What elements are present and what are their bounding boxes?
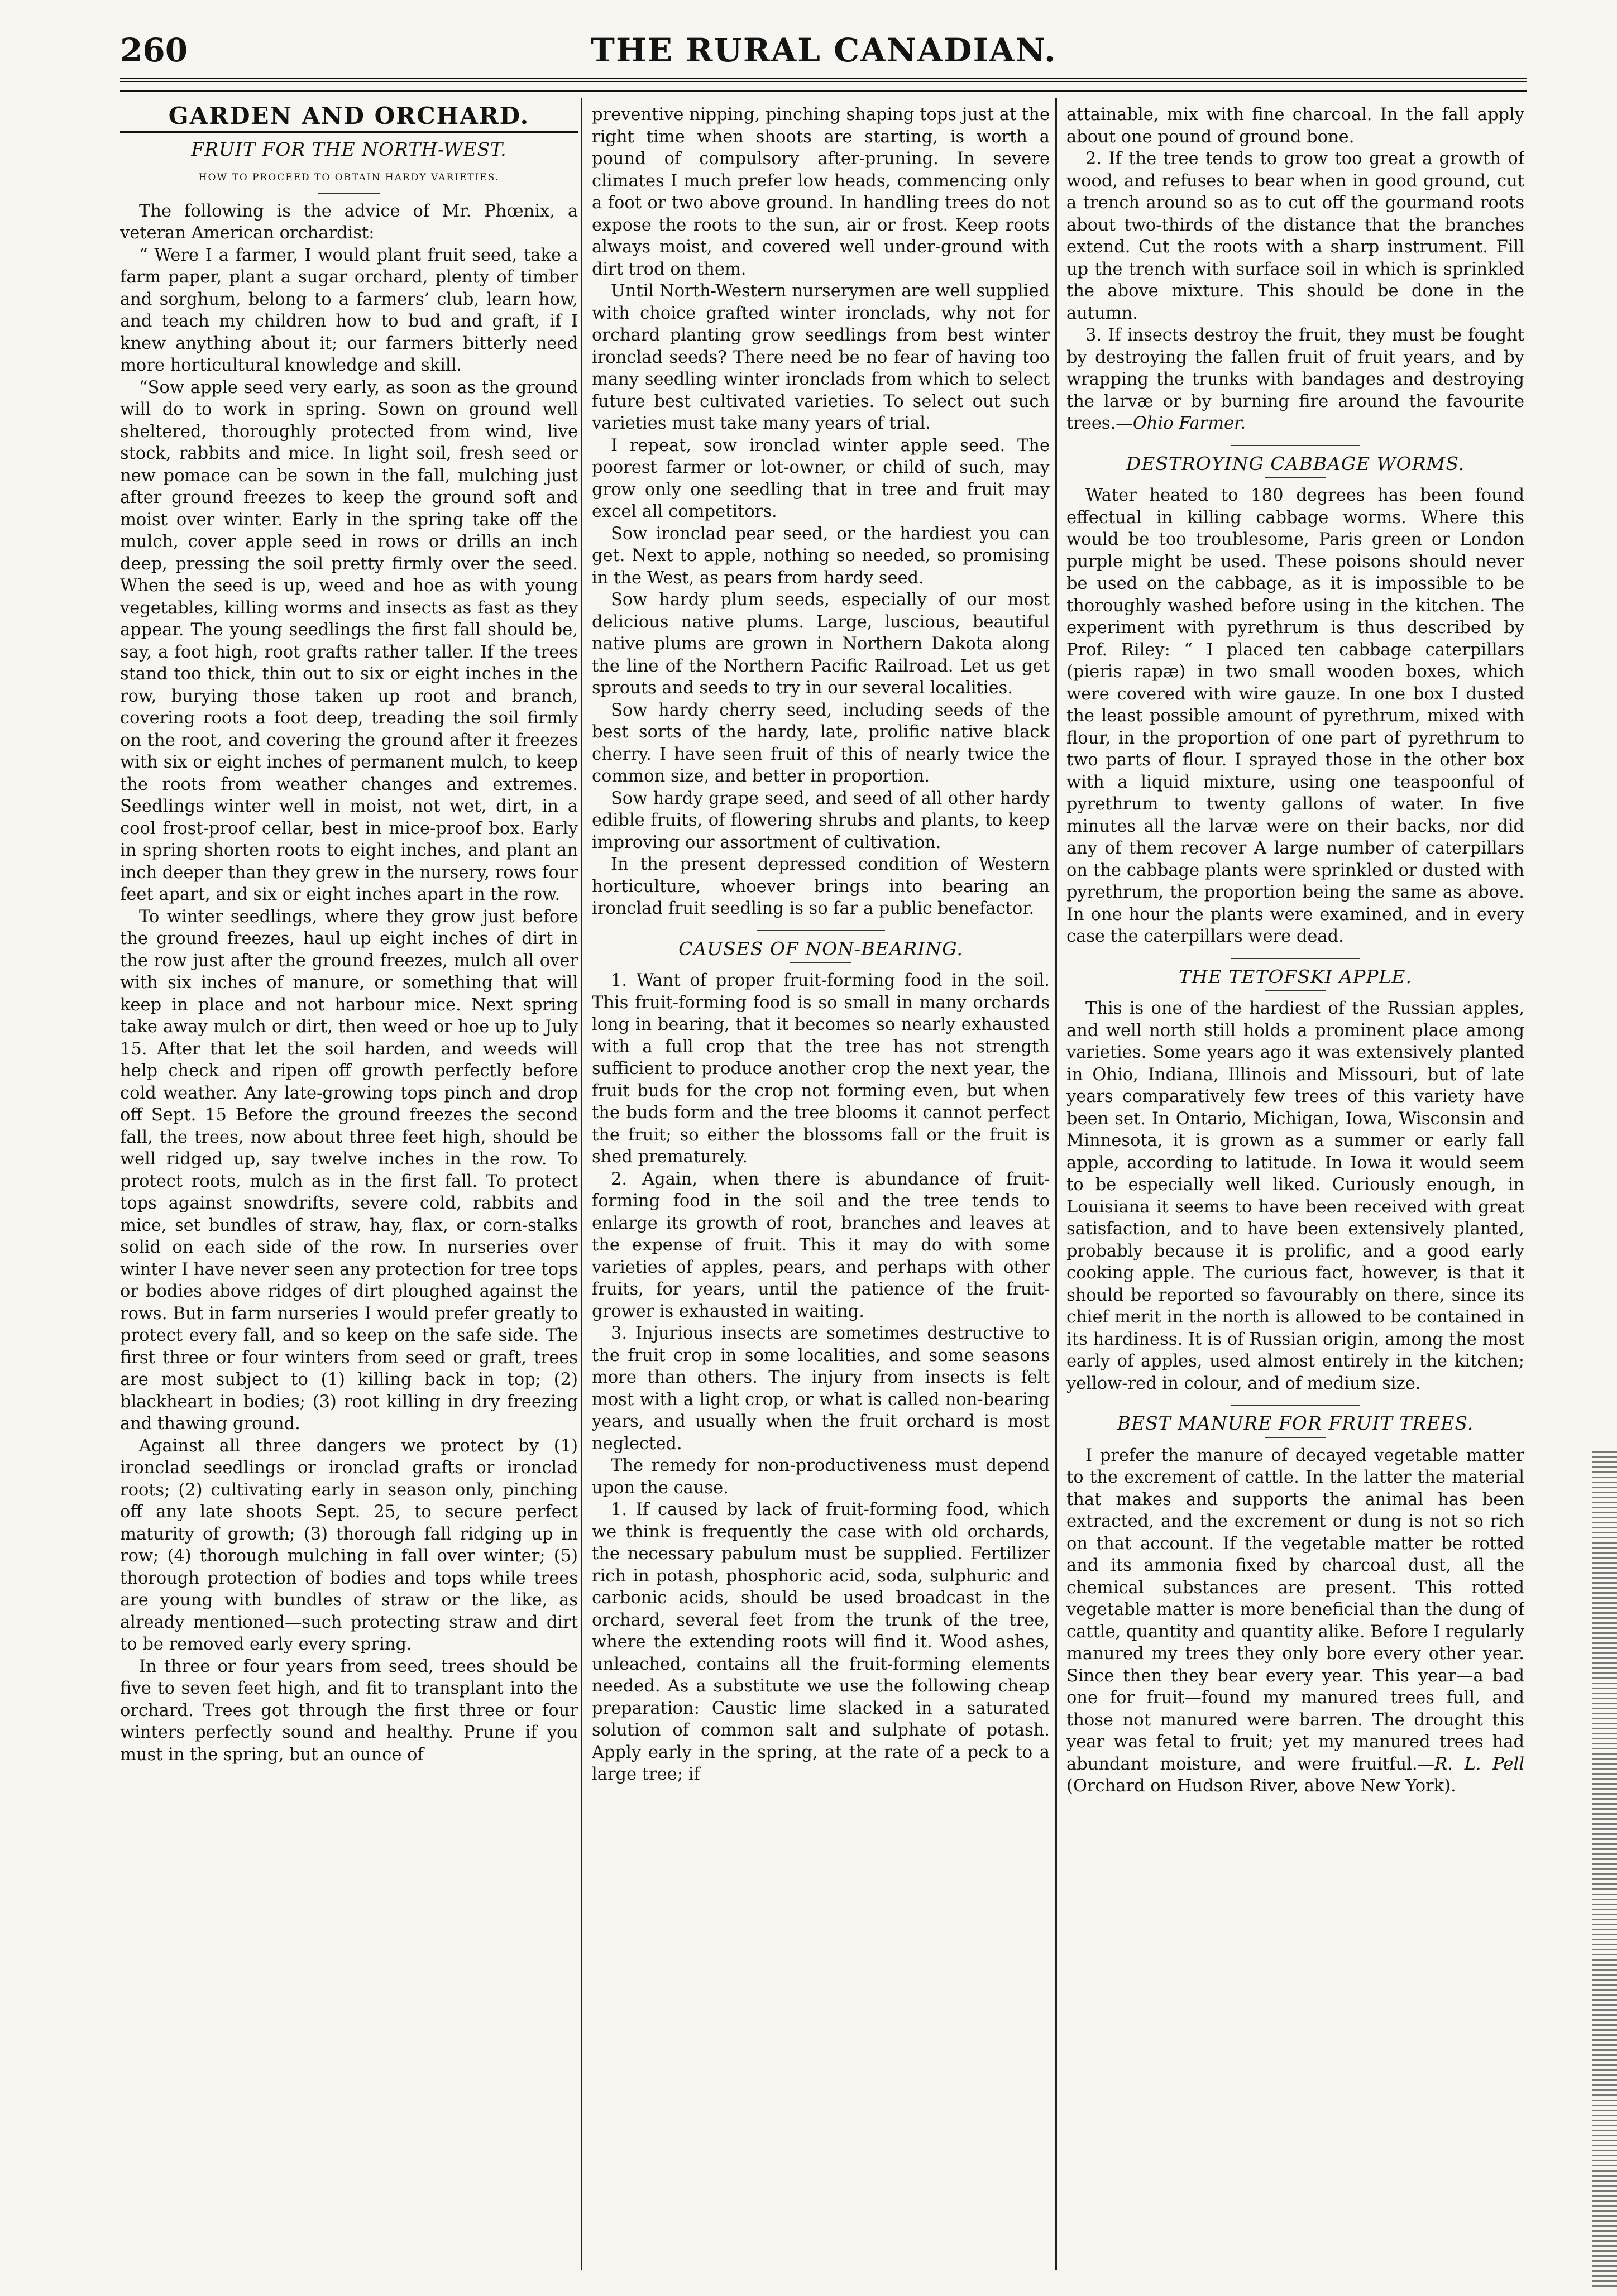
column-3 [1066, 104, 1524, 2270]
paragraph: To winter seedlings, where they grow just before the ground freezes, haul up eight inches of dirt in the row just after the ground freezes, mulch all over with six inches of manure, or something that will keep in place and not harbour mice. Next spring take away mulch or dirt, then weed or hoe up to July 15. After that let the soil harden, and weeds will help check and ripen off growth perfectly before cold weather. Any late-growing tops pinch and drop off Sept. 15 Before the ground freezes the second fall, the trees, now about three feet high, should be well ridged up, say twelve inches in the row. To protect roots, mulch as in the first fall. To protect tops against snowdrifts, severe cold, rabbits and mice, set bundles of straw, hay, flax, or corn-stalks solid on each side of the row. In nurseries over winter I have never seen any protection for tree tops or bodies above ridges of dirt ploughed against the rows. But in farm nurseries I would prefer greatly to protect every fall, and so keep on the safe side. The first three or four winters from seed or graft, trees are most subject to (1) killing back in top; (2) blackheart in bodies; (3) root killing in dry freezing and thawing ground. [120, 907, 578, 1434]
signature-note: (Orchard on Hudson River, above New York). [1066, 1776, 1456, 1796]
divider [318, 193, 380, 194]
paragraph: In the present depressed condition of Western horticulture, whoever brings into bearing an ironclad fruit seedling is so far a public benefactor. [592, 855, 1050, 918]
paragraph: “ Were I a farmer, I would plant fruit seed, take a farm paper, plant a sugar orchard, plenty of timber and sorghum, belong to a farmers’ club, learn how, and teach my children how to bud and graft, if I knew anything about it; our farmers bitterly need more horticultural knowledge and skill. [120, 245, 578, 375]
divider [790, 962, 851, 963]
column-1 [120, 104, 578, 2270]
signature: —R. L. Pell [1417, 1754, 1524, 1774]
paragraph [1066, 1445, 1524, 1798]
divider [1231, 445, 1360, 446]
paragraph: 3. Injurious insects are sometimes destructive to the fruit crop in some localities, and some seasons more than others. The injury from insects is felt most with a light crop, or what is called non-bearing years, and usually when the fruit orchard is most neglected. [592, 1324, 1050, 1454]
section-title: GARDEN AND ORCHARD. [168, 104, 530, 130]
paragraph: The following is the advice of Mr. Phœnix, a veteran American orchardist: [120, 201, 578, 243]
article-title: FRUIT FOR THE NORTH-WEST. [191, 138, 507, 160]
article-title: THE TETOFSKI APPLE. [1179, 965, 1412, 988]
paragraph: Until North-Western nurserymen are well supplied with choice grafted winter ironclads, why not for orchard planting grow seedlings from best winter ironclad seeds? There need be no fear of having too many seedling winter ironclads from which to select future best cultivated varieties. To select out such varieties must take many years of trial. [592, 281, 1050, 433]
article-title: DESTROYING CABBAGE WORMS. [1126, 452, 1465, 474]
paragraph: 1. If caused by lack of fruit-forming food, which we think is frequently the case with old orchards, the necessary pabulum must be supplied. Fertilizer rich in potash, phosphoric acid, soda, sulphuric and carbonic acids, should be used broadcast in the orchard, several feet from the trunk of the tree, where the extending roots will find it. Wood ashes, unleached, contains all the fruit-forming elements needed. As a substitute we use the following cheap preparation: Caustic lime slacked in a saturated solution of common salt and sulphate of potash. Apply early in the spring, at the rate of a peck to a large tree; if [592, 1500, 1050, 1784]
section-rule [120, 131, 578, 133]
header-rule [120, 78, 1527, 82]
paragraph-text: I prefer the manure of decayed vegetable matter to the excrement of cattle. In the latter the material that makes and supports the animal has been extracted, and the excrement or dung is not so rich on that account. If the vegetable matter be rotted and its ammonia fixed by charcoal dust, all the chemical substances are present. This rotted vegetable matter is more beneficial than the dung of cattle, quantity and quantity alike. Before I regularly manured my trees they only bore every other year. Since then they bear every year. This year—a bad one for fruit—found my manured trees full, and those not manured were barren. The drought this year was fetal to fruit; yet my manured trees had abundant moisture, and were fruitful. [1066, 1445, 1524, 1774]
divider [1231, 958, 1360, 959]
paragraph: The remedy for non-productiveness must depend upon the cause. [592, 1456, 1050, 1498]
article-title: BEST MANURE FOR FRUIT TREES. [1117, 1412, 1474, 1434]
paragraph-text: 3. If insects destroy the fruit, they must be fought by destroying the fallen fruit of fruit years, and by wrapping the trunks with bandages and destroying the larvæ or by burning fire around the favourite trees. [1066, 325, 1524, 433]
divider [757, 930, 885, 931]
column-divider [581, 98, 582, 2270]
column-2 [592, 104, 1050, 2270]
page-number: 260 [120, 31, 188, 69]
page-header [120, 27, 1527, 77]
column-divider [1055, 98, 1057, 2270]
paragraph: “Sow apple seed very early, as soon as the ground will do to work in spring. Sown on ground well sheltered, thoroughly protected from wind, live stock, rabbits and mice. In light soil, fresh seed or new pomace can be sown in the fall, mulching just after ground freezes to keep the ground soft and moist over winter. Early in the spring take off the mulch, cover apple seed in rows or drills an inch deep, pressing the soil pretty firmly over the seed. When the seed is up, weed and hoe as with young vegetables, killing worms and insects as fast as they appear. The young seedlings the first fall should be, say, a foot high, root grafts rather taller. If the trees stand too thick, thin out to six or eight inches in the row, burying those taken up root and branch, covering roots a foot deep, treading the soil firmly on the root, and covering the ground after it freezes with six or eight inches of permanent mulch, to keep the roots from weather changes and extremes. Seedlings winter well in moist, not wet, dirt, in a cool frost-proof cellar, best in mice-proof box. Early in spring shorten roots to eight inches, and plant an inch deeper than they grew in the nursery, rows four feet apart, and six or eight inches apart in the row. [120, 377, 578, 904]
divider [1265, 477, 1326, 478]
paragraph: Sow ironclad pear seed, or the hardiest you can get. Next to apple, nothing so needed, so promising in the West, as pears from hardy seed. [592, 524, 1050, 588]
paragraph: preventive nipping, pinching shaping tops just at the right time when shoots are starting, is worth a pound of compulsory after-pruning. In severe climates I much prefer low heads, commencing only a foot or two above ground. In handling trees do not expose the roots to the sun, air or frost. Keep roots always moist, and covered well under-ground with dirt trod on them. [592, 105, 1050, 279]
paragraph: 2. If the tree tends to grow too great a growth of wood, and refuses to bear when in good ground, cut a trench around so as to cut off the gourmand roots about two-thirds of the distance that the branches extend. Cut the roots with a sharp instrument. Fill up the trench with surface soil in which is sprinkled the above mixture. This should be done in the autumn. [1066, 149, 1524, 323]
paragraph: Sow hardy cherry seed, including seeds of the best sorts of the hardy, late, prolific native black cherry. I have seen fruit of this of nearly twice the common size, and better in proportion. [592, 700, 1050, 786]
divider [1265, 1437, 1326, 1438]
divider [1265, 990, 1326, 991]
paragraph: 2. Again, when there is abundance of fruit-forming food in the soil and the tree tends to enlarge its growth of root, branches and leaves at the expense of fruit. This it may do with some varieties of apples, pears, and perhaps with other fruits, for years, until the patience of the fruit-grower is exhausted in waiting. [592, 1169, 1050, 1321]
paragraph: Water heated to 180 degrees has been found effectual in killing cabbage worms. Where this would be too troublesome, Paris green or London purple might be used. These poisons should never be used on the cabbage, as it is impossible to be thoroughly washed before using in the kitchen. The experiment with pyrethrum is thus described by Prof. Riley: “ I placed ten cabbage caterpillars (pieris rapæ) in two small wooden boxes, which were covered with wire gauze. In one box I dusted the least possible amount of pyrethrum, mixed with flour, in the proportion of one part of pyrethrum to two parts of flour. I sprayed those in the other box with a liquid mixture, using one teaspoonful of pyrethrum to twenty gallons of water. In five minutes all the larvæ were on their backs, nor did any of them recover A large number of caterpillars on the cabbage plants were sprinkled or dusted with pyrethrum, the proportion being the same as above. In one hour the plants were examined, and in every case the caterpillars were dead. [1066, 486, 1524, 946]
paragraph: In three or four years from seed, trees should be five to seven feet high, and fit to transplant into the orchard. Trees got through the first three or four winters perfectly sound and healthy. Prune if you must in the spring, but an ounce of [120, 1656, 578, 1765]
paragraph: 1. Want of proper fruit-forming food in the soil. This fruit-forming food is so small in many orchards long in bearing, that it becomes so nearly exhausted with a full crop that the tree has not strength sufficient to produce another crop the next year, the fruit buds for the crop not forming even, but when the buds form and the tree blooms it cannot perfect the fruit; so either the blossoms fall or the fruit is shed prematurely. [592, 971, 1050, 1167]
paragraph: Sow hardy plum seeds, especially of our most delicious native plums. Large, luscious, beautiful native plums are grown in Northern Dakota along the line of the Northern Pacific Railroad. Let us get sprouts and seeds to try in our several localities. [592, 590, 1050, 698]
paragraph: Sow hardy grape seed, and seed of all other hardy edible fruits, of flowering shrubs and plants, to keep improving our assortment of cultivation. [592, 788, 1050, 852]
newspaper-title: THE RURAL CANADIAN. [590, 31, 1057, 69]
paragraph: attainable, mix with fine charcoal. In the fall apply about one pound of ground bone. [1066, 105, 1524, 147]
article-subtitle: HOW TO PROCEED TO OBTAIN HARDY VARIETIES. [198, 172, 500, 183]
torn-edge [1592, 1451, 1617, 2289]
paragraph: Against all three dangers we protect by (1) ironclad seedlings or ironclad grafts or ironclad roots; (2) cultivating early in season only, pinching off any late shoots Sept. 25, to secure perfect maturity of growth; (3) thorough fall ridging up in row; (4) thorough mulching in fall over winter; (5) thorough protection of bodies and tops while trees are young with bundles of straw or the like, as already mentioned—such protecting straw and dirt to be removed early every spring. [120, 1436, 578, 1654]
article-title: CAUSES OF NON-BEARING. [678, 937, 963, 960]
signature: —Ohio Farmer. [1116, 414, 1246, 433]
paragraph: I repeat, sow ironclad winter apple seed. The poorest farmer or lot-owner, or child of such, may grow only one seedling that in tree and fruit may excel all competitors. [592, 435, 1050, 521]
header-rule-thin [120, 90, 1527, 92]
paragraph [1066, 324, 1524, 435]
divider [1231, 1405, 1360, 1406]
paragraph: This is one of the hardiest of the Russian apples, and well north still holds a prominent place among varieties. Some years ago it was extensively planted in Ohio, Indiana, Illinois and Missouri, but of late years comparatively few trees of this variety have been set. In Ontario, Michigan, Iowa, Wisconsin and Minnesota, it is grown as a summer or early fall apple, according to latitude. In Iowa it would seem to be especially well liked. Curiously enough, in Louisiana it seems to have been received with great satisfaction, and to have been extensively planted, probably because it is prolific, and a good early cooking apple. The curious fact, however, is that it should be reported so favourably on there, since its chief merit in the north is allowed to be contained in its hardiness. It is of Russian origin, among the most early of apples, used almost entirely in the kitchen; yellow-red in colour, and of medium size. [1066, 999, 1524, 1393]
